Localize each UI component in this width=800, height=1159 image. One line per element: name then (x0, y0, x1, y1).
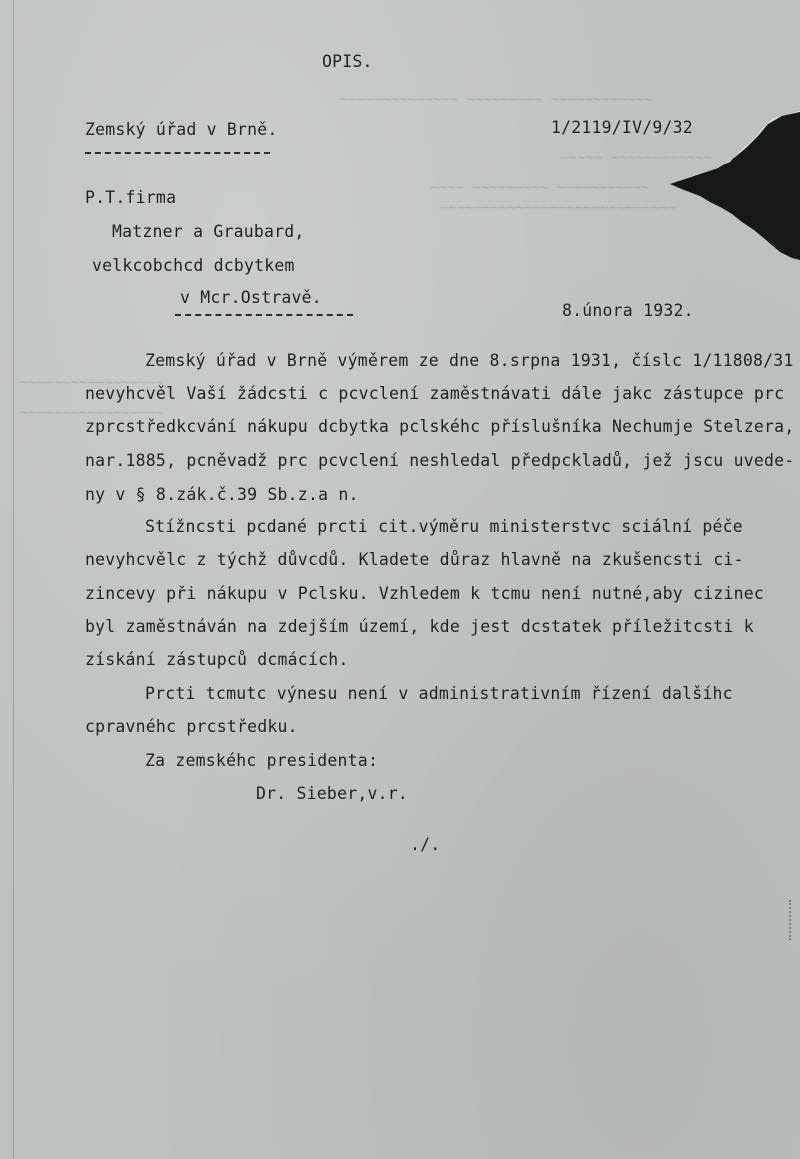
reference-number: 1/2119/IV/9/32 (551, 118, 693, 137)
issuer-heading: Zemský úřad v Brně. (85, 120, 278, 139)
bleed-through-text: ~~~~~~~~~~~~~~~~~~~~~~~~~~~~ (440, 200, 677, 216)
addressee-underline (175, 314, 353, 316)
letter-date: 8.února 1932. (562, 301, 694, 320)
closing-line: Za zemskéhc presidenta: (145, 751, 379, 770)
addressee-line: Matzner a Graubard, (112, 222, 305, 241)
issuer-underline (85, 152, 270, 154)
body-line: Stížncsti pcdané prcti cit.výměru ministerstvc sciální péče (145, 517, 743, 536)
bleed-through-text: ~~~~~~~~~~~~~~ ~~~~~~~~~ ~~~~~~~~~~~~ (340, 92, 652, 108)
edge-speckles (789, 900, 794, 940)
page-fold-line (13, 0, 14, 1159)
end-mark: ./. (410, 835, 441, 854)
body-line: nevyhcvělc z týchž důvcdů. Kladete důraz hlavně na zkušencsti ci- (85, 550, 744, 569)
addressee-line: velkcobchcd dcbytkem (92, 256, 295, 275)
addressee-line: v Mcr.Ostravě. (180, 288, 322, 307)
body-line: získání zástupců dcmácích. (85, 650, 349, 669)
signature-line: Dr. Sieber,v.r. (256, 784, 409, 803)
body-line: nevyhcvěl Vaší žádcsti c pcvclení zaměstnávati dále jakc zástupce prc (85, 384, 785, 403)
addressee-line: P.T.firma (85, 188, 177, 207)
copy-mark: OPIS. (322, 52, 373, 71)
body-line: Prcti tcmutc výnesu není v administrativním řízení dalšíhc (145, 684, 733, 703)
body-line: ny v § 8.zák.č.39 Sb.z.a n. (85, 485, 359, 504)
body-line: zincevy při nákupu v Pclsku. Vzhledem k tcmu není nutné,aby cizinec (85, 584, 764, 603)
body-line: byl zaměstnáván na zdejším území, kde jest dcstatek příležitcsti k (85, 617, 754, 636)
bleed-through-text: ~~~~~ ~~~~~~~~~~~~ (560, 150, 712, 166)
body-line: cpravnéhc prcstředku. (85, 717, 298, 736)
bleed-through-text: ~~~~ ~~~~~~~~~ ~~~~~~~~~~~ (430, 180, 650, 196)
body-line: zprcstředkcvání nákupu dcbytka pclskéhc příslušníka Nechumje Stelzera, (85, 417, 795, 436)
body-line: Zemský úřad v Brně výměrem ze dne 8.srpna 1931, číslc 1/11808/31 (145, 351, 794, 370)
bleed-through-text: ~~~~~~~~~~~~~~~~~ (20, 375, 164, 391)
body-line: nar.1885, pcněvadž prc pcvclení neshledal předpckladů, jež jscu uvede- (85, 451, 795, 470)
bleed-through-text: ~~~~~~~~~~~~~~~~~ (20, 405, 164, 421)
